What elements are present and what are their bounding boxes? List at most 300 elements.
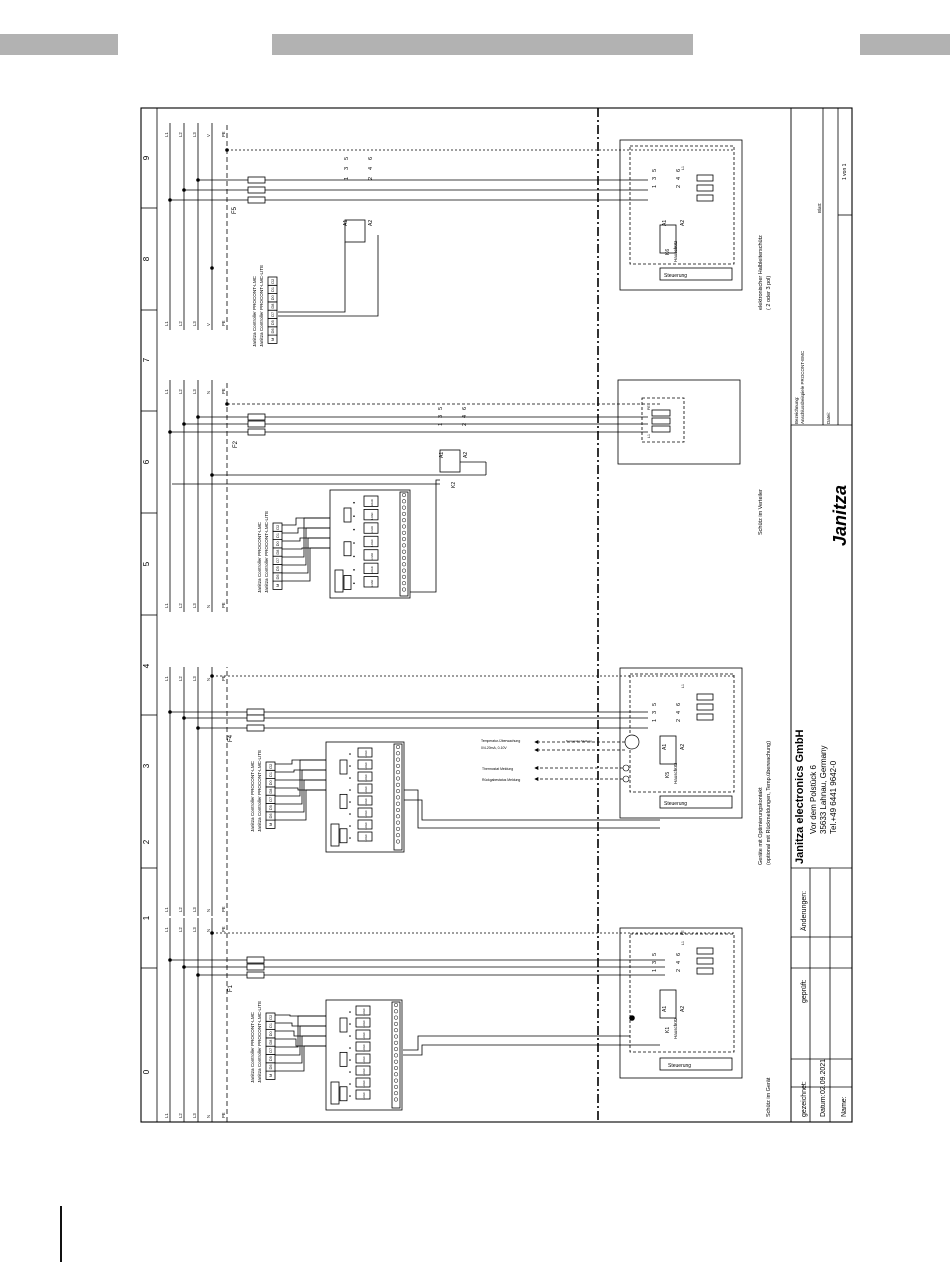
terminal-label: D5 <box>269 805 273 811</box>
bus-label: L2 <box>178 603 183 608</box>
motor-coil <box>697 195 713 201</box>
screw-terminal <box>394 1054 398 1058</box>
bus-label: L3 <box>192 676 197 681</box>
terminal-label: D0 <box>271 295 275 301</box>
drawn-label: gezeichnet: <box>801 1081 808 1117</box>
relay-led <box>353 542 355 544</box>
coil-terminal: A2 <box>680 219 686 226</box>
bus-label: N <box>206 390 211 394</box>
designation-label: Bezeichnung: <box>794 396 799 424</box>
controller-caption: Janitza Controller PROCONT-LMC <box>257 522 262 593</box>
column-number: 2 <box>142 839 151 845</box>
relay-slot-label: LOAD <box>371 526 374 534</box>
motor-coil <box>697 175 713 181</box>
contact-number: 1 <box>344 176 350 180</box>
contact-number: 1 <box>652 184 658 188</box>
motor-coil <box>697 958 713 964</box>
junction-dot <box>197 727 200 730</box>
relay-slot-label: LOAD <box>363 1080 366 1088</box>
screw-terminal <box>394 1066 398 1070</box>
dip-switch <box>331 824 339 846</box>
bus-label: L2 <box>178 907 183 912</box>
column-number: 1 <box>142 915 151 921</box>
control-wire <box>282 518 330 525</box>
relay-led <box>349 801 351 803</box>
contactor-label: K1 <box>665 1026 671 1033</box>
terminal-label: D1 <box>271 287 275 292</box>
contact-number: 6 <box>676 168 682 172</box>
relay-slot-label: LOAD <box>371 579 374 587</box>
control-wire <box>275 1026 326 1055</box>
controller-caption: Janitza Controller PROCONT-LMC <box>250 761 255 832</box>
bus-label: N <box>206 677 211 681</box>
terminal-label: D7 <box>269 796 273 802</box>
terminal-label: D2 <box>269 1014 273 1020</box>
terminal-label: M <box>269 822 273 826</box>
signal-label: Thermostat Meldung <box>482 767 514 771</box>
sheet-label: Blatt: <box>817 202 822 213</box>
control-wire <box>403 1036 630 1050</box>
screw-terminal <box>394 1035 398 1039</box>
screw-terminal <box>402 575 406 579</box>
dip-switch <box>331 1082 339 1104</box>
connector-block <box>340 1087 347 1101</box>
relay-slot-label: LOAD <box>365 822 368 830</box>
control-wire <box>275 1039 326 1046</box>
bus-label: PE <box>221 675 226 681</box>
date-label: Datum: <box>820 1094 827 1117</box>
bus-label: L2 <box>178 321 183 326</box>
screw-terminal <box>402 506 406 510</box>
relay-slot-label: LOAD <box>365 798 368 806</box>
control-wire <box>275 760 326 796</box>
coil-terminal: A1 <box>343 219 349 226</box>
control-wire <box>404 790 660 828</box>
junction-dot <box>183 423 186 426</box>
control-wire <box>275 1023 326 1026</box>
relay-slot-label: LOAD <box>365 750 368 758</box>
terminal-label: D7 <box>269 1047 273 1053</box>
junction-dot <box>169 711 172 714</box>
bus-label: L3 <box>192 927 197 932</box>
terminal-label: M <box>269 1073 273 1077</box>
contactor-label: K5 <box>665 771 671 778</box>
contact-number: 4 <box>676 960 682 964</box>
contact-number: 3 <box>438 414 444 418</box>
contact-number: 3 <box>652 710 658 714</box>
screw-terminal <box>394 1085 398 1089</box>
temperature-sensor <box>625 735 639 749</box>
relay-led <box>349 813 351 815</box>
bus-label: L2 <box>178 927 183 932</box>
address-line: Vor dem Polstück 6 <box>809 765 818 834</box>
screw-terminal <box>396 815 400 819</box>
fuse-symbol <box>248 414 265 420</box>
load-inner-frame <box>630 934 734 1052</box>
screw-terminal <box>394 1028 398 1032</box>
relay-led <box>349 1095 351 1097</box>
control-wire <box>275 770 326 804</box>
fuse-label: F5 <box>232 206 238 214</box>
connector-block <box>340 1018 347 1032</box>
relay-slot-label: LOAD <box>363 1008 366 1016</box>
terminal-label: D5 <box>269 1056 273 1062</box>
contactor-sub: Hauschütz <box>673 762 678 784</box>
control-wire <box>275 790 326 820</box>
relay-slot-label: LOAD <box>363 1068 366 1076</box>
control-wire <box>275 1046 326 1071</box>
date-value: 02.09.2021 <box>820 1058 827 1094</box>
bus-label: PE <box>221 388 226 394</box>
phone: Tel.+49 6441 9642-0 <box>829 760 838 834</box>
terminal-label: D2 <box>269 763 273 769</box>
contact-number: 1 <box>652 718 658 722</box>
connector-block <box>340 829 347 843</box>
load-enclosure <box>620 928 742 1078</box>
coil-terminal: A2 <box>368 219 374 226</box>
relay-led <box>353 582 355 584</box>
control-wire <box>275 1016 326 1047</box>
terminal-label: D8 <box>269 1039 273 1045</box>
junction-dot <box>211 267 214 270</box>
motor-coil <box>697 185 713 191</box>
junction-dot <box>630 1016 635 1021</box>
relay-led <box>349 1011 351 1013</box>
terminal-label: D0 <box>269 780 273 786</box>
screw-terminal <box>396 840 400 844</box>
contact-number: 4 <box>676 176 682 180</box>
relay-led <box>349 777 351 779</box>
changes-label: Änderungen: <box>801 890 808 931</box>
terminal-label: D1 <box>276 533 280 538</box>
screw-terminal <box>394 1022 398 1026</box>
screw-terminal <box>402 537 406 541</box>
column-number: 8 <box>142 256 151 262</box>
coil-terminal: A1 <box>662 1005 668 1012</box>
coil-terminal: A1 <box>662 743 668 750</box>
screw-terminal <box>396 783 400 787</box>
junction-dot <box>197 974 200 977</box>
bus-label: L3 <box>192 1113 197 1118</box>
connector-block <box>340 760 347 774</box>
screw-terminal <box>402 518 406 522</box>
connector-block <box>340 794 347 808</box>
column-number: 9 <box>142 155 151 161</box>
controller-caption: Janitza Controller PROCONT-LMC-LITE <box>264 510 269 593</box>
relay-led <box>353 502 355 504</box>
junction-dot <box>183 966 186 969</box>
bus-label: L3 <box>192 907 197 912</box>
screw-terminal <box>394 1073 398 1077</box>
bus-label: L1 <box>164 132 169 137</box>
terminal-label: D7 <box>276 557 280 563</box>
dip-switch <box>335 570 343 592</box>
screw-terminal <box>396 770 400 774</box>
bus-label: L3 <box>192 603 197 608</box>
relay-slot-label: LOAD <box>371 539 374 547</box>
name-label: Name: <box>841 1096 848 1117</box>
relay-led <box>349 753 351 755</box>
contactor-label: K6 <box>665 248 671 255</box>
screw-terminal <box>402 569 406 573</box>
connector-block <box>344 508 351 522</box>
screw-terminal <box>394 1041 398 1045</box>
junction-dot <box>169 199 172 202</box>
screw-terminal <box>396 827 400 831</box>
contact-number: 5 <box>652 702 658 706</box>
field-caption: elektronischer Halbleiterschütz <box>758 235 764 310</box>
load-inner-frame <box>630 146 734 264</box>
control-wire <box>275 1036 326 1063</box>
relay-led <box>353 556 355 558</box>
terminal-label: D7 <box>271 311 275 317</box>
bus-label: N <box>206 604 211 608</box>
checked-label: geprüft: <box>801 979 808 1003</box>
motor-coil <box>697 968 713 974</box>
fuse-symbol <box>247 972 264 978</box>
contact-number: 1 <box>438 422 444 426</box>
motor-coil <box>652 410 670 416</box>
fuse-symbol <box>248 421 265 427</box>
screw-terminal <box>394 1010 398 1014</box>
contact-number: 4 <box>462 414 468 418</box>
screw-terminal <box>396 789 400 793</box>
contact-number: 2 <box>462 422 468 426</box>
screw-terminal <box>394 1016 398 1020</box>
terminal-label: D8 <box>269 788 273 794</box>
contact-number: 6 <box>368 156 374 160</box>
column-number: 3 <box>142 763 151 769</box>
signal-label: Temperatur-Überwachung <box>481 739 521 743</box>
relay-led <box>349 1047 351 1049</box>
relay-led <box>349 1035 351 1037</box>
relay-slot-label: LOAD <box>365 786 368 794</box>
connector-block <box>344 576 351 590</box>
fuse-label: F2 <box>233 440 239 448</box>
contact-number: 2 <box>676 184 682 188</box>
contact-number: 5 <box>652 168 658 172</box>
controller-caption: Janitza Controller PROCONT-LMC <box>250 1012 255 1083</box>
fuse-symbol <box>247 709 264 715</box>
terminal-label: M <box>271 337 275 341</box>
relay-slot-label: LOAD <box>365 762 368 770</box>
connector-block <box>344 542 351 556</box>
relay-led <box>353 515 355 517</box>
relay-led <box>349 789 351 791</box>
contact-number: 5 <box>344 156 350 160</box>
bus-label: L1 <box>164 1113 169 1118</box>
contact-number: 2 <box>676 718 682 722</box>
sensor-contact <box>623 776 629 782</box>
fuse-symbol <box>248 177 265 183</box>
relay-led <box>353 529 355 531</box>
control-wire <box>278 242 345 312</box>
coil-terminal: A1 <box>662 219 668 226</box>
bus-label: PE <box>221 906 226 912</box>
relay-led <box>349 825 351 827</box>
fuse-symbol <box>247 715 264 721</box>
screw-terminal <box>396 821 400 825</box>
screw-terminal <box>402 500 406 504</box>
contact-number: 3 <box>344 166 350 170</box>
control-wire <box>410 480 440 592</box>
terminal-label: M <box>276 583 280 587</box>
terminal-label: D6 <box>269 813 273 819</box>
bus-label: L1 <box>164 321 169 326</box>
terminal-label: D6 <box>271 328 275 334</box>
screw-terminal <box>402 581 406 585</box>
terminal-label: D0 <box>269 1031 273 1037</box>
screw-terminal <box>402 556 406 560</box>
bus-label: PE <box>221 131 226 137</box>
connector-block <box>340 1052 347 1066</box>
relay-slot-label: LOAD <box>371 552 374 560</box>
junction-dot <box>197 179 200 182</box>
motor-coil <box>652 418 670 424</box>
screw-terminal <box>396 796 400 800</box>
terminal-label: D0 <box>276 541 280 547</box>
relay-led <box>349 837 351 839</box>
contact-number: 1 <box>652 968 658 972</box>
contact-number: 3 <box>652 960 658 964</box>
bus-label: L1 <box>164 676 169 681</box>
field-caption: ( 2 oder 3 pol) <box>766 275 772 310</box>
field-caption: Geräte mit Optimierungskontakt <box>758 787 764 865</box>
control-label: Steuerung <box>664 801 688 807</box>
terminal-label: D2 <box>271 278 275 284</box>
bus-label: L2 <box>178 676 183 681</box>
terminal-label: D6 <box>276 574 280 580</box>
screw-terminal <box>396 833 400 837</box>
motor-coil <box>697 714 713 720</box>
contact-number: 4 <box>676 710 682 714</box>
sensor-contact <box>623 765 629 771</box>
bus-label: L3 <box>192 389 197 394</box>
column-number: 4 <box>142 663 151 669</box>
relay-slot-label: LOAD <box>363 1056 366 1064</box>
coil-terminal: A2 <box>680 1005 686 1012</box>
screw-terminal <box>394 1060 398 1064</box>
terminal-label: D5 <box>271 320 275 326</box>
screw-terminal <box>402 563 406 567</box>
bus-label: L2 <box>178 1113 183 1118</box>
column-number: 6 <box>142 459 151 465</box>
company-logo: Janitza <box>830 484 850 546</box>
controller-caption: Janitza Controller PROCONT-LMC <box>252 276 257 347</box>
fuse-symbol <box>248 429 265 435</box>
fuse-label: F1 <box>228 984 234 992</box>
screw-terminal <box>394 1047 398 1051</box>
screw-terminal <box>394 1003 398 1007</box>
motor-terminal-label: L1 <box>681 684 685 688</box>
relay-slot-label: LOAD <box>371 512 374 520</box>
junction-dot <box>183 717 186 720</box>
controller-caption: Janitza Controller PROCONT-LMC-LITE <box>257 1000 262 1083</box>
screw-terminal <box>396 752 400 756</box>
contact-number: 6 <box>462 406 468 410</box>
control-wire <box>403 1045 660 1055</box>
screw-terminal <box>396 745 400 749</box>
screw-terminal <box>402 512 406 516</box>
screw-terminal <box>396 758 400 762</box>
terminal-label: D2 <box>276 524 280 530</box>
screw-terminal <box>402 544 406 548</box>
screw-terminal <box>396 808 400 812</box>
field-caption: Schütz im Verteiler <box>758 489 764 535</box>
bus-label: L3 <box>192 132 197 137</box>
contact-number: 4 <box>368 166 374 170</box>
terminal-label: D5 <box>276 566 280 572</box>
contactor-sub: Hauschütz <box>673 1017 678 1039</box>
fuse-symbol <box>247 725 264 731</box>
contactor-label: K2 <box>451 481 457 488</box>
motor-terminal-label: L1 <box>647 434 651 438</box>
bus-label: L3 <box>192 321 197 326</box>
screw-terminal <box>394 1079 398 1083</box>
screw-terminal <box>402 588 406 592</box>
junction-dot <box>169 959 172 962</box>
screw-terminal <box>396 777 400 781</box>
address-line: 35633 Lahnau, Germany <box>819 745 828 834</box>
load-enclosure <box>618 380 740 464</box>
field-caption: (optional mit Rückmeldungen, Temp.überwachung) <box>766 740 772 865</box>
column-number: 5 <box>142 561 151 567</box>
relay-slot-label: LOAD <box>371 566 374 574</box>
screw-terminal <box>402 531 406 535</box>
motor-terminal-label: PE <box>647 405 651 410</box>
bus-label: N <box>206 908 211 912</box>
file-label: Datei: <box>826 412 831 424</box>
load-inner-frame <box>630 674 734 792</box>
control-wire <box>275 1031 326 1036</box>
screw-terminal <box>396 802 400 806</box>
control-wire <box>282 528 330 565</box>
fuse-symbol <box>248 197 265 203</box>
fuse-symbol <box>247 957 264 963</box>
bus-label: L2 <box>178 132 183 137</box>
relay-slot-label: LOAD <box>365 810 368 818</box>
fuse-symbol <box>247 964 264 970</box>
bus-label: L2 <box>178 389 183 394</box>
relay-slot-label: LOAD <box>371 499 374 507</box>
junction-dot <box>183 189 186 192</box>
coil-terminal: A2 <box>463 451 469 458</box>
motor-coil <box>697 704 713 710</box>
terminal-label: D6 <box>269 1064 273 1070</box>
screw-terminal <box>402 493 406 497</box>
column-number: 0 <box>142 1069 151 1075</box>
junction-dot <box>226 149 229 152</box>
junction-dot <box>226 403 229 406</box>
field-caption: Schütz im Gerät <box>766 1077 772 1117</box>
bus-label: L1 <box>164 907 169 912</box>
contact-number: 5 <box>438 406 444 410</box>
relay-slot-label: LOAD <box>363 1044 366 1052</box>
relay-slot-label: LOAD <box>365 774 368 782</box>
control-label: Steuerung <box>668 1063 692 1069</box>
contact-number: 2 <box>368 176 374 180</box>
column-number: 7 <box>142 357 151 363</box>
relay-led <box>349 1023 351 1025</box>
coil-terminal: A2 <box>680 743 686 750</box>
contact-number: 6 <box>676 702 682 706</box>
motor-terminal-label: L1 <box>681 166 685 170</box>
junction-dot <box>169 431 172 434</box>
bus-label: PE <box>221 320 226 326</box>
control-wire <box>404 800 660 820</box>
junction-dot <box>211 675 214 678</box>
screw-terminal <box>394 1098 398 1102</box>
